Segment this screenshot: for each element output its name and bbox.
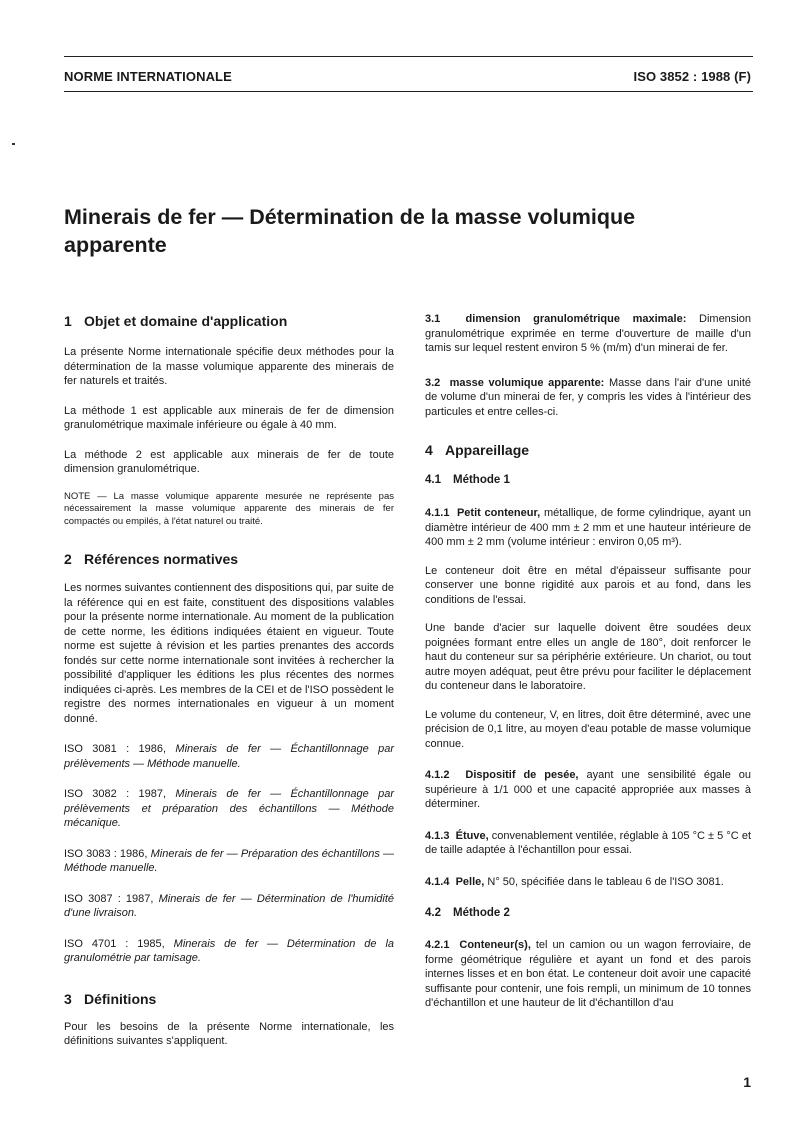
header-doc-ref: ISO 3852 : 1988 (F) [633,69,751,84]
document-title: Minerais de fer — Détermination de la masse volumique apparente [64,205,636,257]
right-column [425,312,751,1011]
section-1-number: 1 [64,313,72,329]
definition-3-2 [425,376,751,420]
definition-3-2-term: masse volumique apparente: [449,376,605,389]
section-4-number: 4 [425,442,433,458]
definition-3-1-number: 3.1 [425,313,441,325]
item-4-1-3-text: convenablement ventilée, réglable à 105 °C ± 5 °C et de taille adaptée à l'échantillon pour essai. [425,829,751,856]
item-4-1-1 [425,506,751,550]
item-4-2-1-term: Conteneur(s), [459,939,531,951]
item-4-1-4-term: Pelle, [455,875,485,888]
definition-3-1 [425,312,751,356]
reference-item [64,847,394,876]
section-1-title: Objet et domaine d'application [84,313,288,329]
definition-3-2-text: Masse dans l'air d'une unité de volume d'un minerai de fer, y compris les vides à l'intérieur des particules et entre celles-ci. [425,376,751,418]
section-4-title: Appareillage [445,442,530,458]
definition-3-1-term: dimension granulométrique maximale: [465,313,687,325]
reference-code: ISO 3083 : 1986, [64,847,148,860]
item-4-1-4-number: 4.1.4 [425,875,450,888]
section-1-heading [64,312,394,330]
reference-item [64,937,394,966]
reference-code: ISO 3081 : 1986, [64,743,167,755]
reference-code: ISO 3082 : 1987, [64,788,167,800]
section-4-heading [425,441,751,459]
item-4-2-1-number: 4.2.1 [425,939,450,951]
reference-title: Minerais de fer — Échantillonnage par prélèvements — Méthode manuelle. [64,743,394,770]
definition-3-2-number: 3.2 [425,376,441,389]
reference-code: ISO 4701 : 1985, [64,937,165,950]
subsection-4-2-heading [425,906,751,921]
reference-title: Minerais de fer — Détermination de l'humidité d'une livraison. [64,892,395,919]
item-4-1-1-number: 4.1.1 [425,507,450,519]
reference-item [64,787,394,831]
subsection-4-1-number: 4.1 [425,474,441,486]
item-4-1-4 [425,875,751,890]
item-4-1-1-term: Petit conteneur, [456,507,541,519]
item-4-2-1-text: tel un camion ou un wagon ferroviaire, de forme géométrique régulière et ayant un fond et des parois internes lisses et en bon état. Le conteneur doit avoir une capacité suffisante pour contenir, une fois rempli, un minimum de 10 tonnes d'échantillon et une hauteur de lit d'échantillon d'au [425,939,751,1009]
reference-title: Minerais de fer — Échantillonnage par prélèvements et préparation des échantillons — Méthode mécanique. [64,788,394,829]
reference-code: ISO 3087 : 1987, [64,892,154,905]
s1-paragraph-1: La présente Norme internationale spécifie deux méthodes pour la détermination de la masse volumique apparente des minerais de fer naturels et traités. [64,346,394,387]
header-rule-bottom [64,91,753,92]
item-4-1-1-paragraph-2: Le conteneur doit être en métal d'épaisseur suffisante pour conserver une bonne rigidité aux parois et au fond, dans les conditions de l'essai. [425,564,751,606]
item-4-1-2-text: ayant une sensibilité égale ou supérieure à 1/1 000 et une capacité appropriée aux masses à déterminer. [425,769,751,810]
left-column [64,312,394,1049]
item-4-1-1-paragraph-4: Le volume du conteneur, V, en litres, doit être déterminé, avec une précision de 0,1 litre, au moyen d'eau potable de masse volumique connue. [425,708,751,750]
section-3-number: 3 [64,990,72,1007]
page-number: 1 [743,1074,751,1090]
section-2-heading [64,550,394,568]
item-4-1-3-term: Étuve, [455,829,489,842]
item-4-2-1 [425,938,751,1011]
item-4-1-2-term: Dispositif de pesée, [465,769,579,781]
item-4-1-2-number: 4.1.2 [425,769,450,781]
margin-mark [12,143,15,145]
s1-paragraph-3: La méthode 2 est applicable aux minerais de fer de toute dimension granulométrique. [64,448,394,475]
section-2-number: 2 [64,551,72,567]
header-doc-type: NORME INTERNATIONALE [64,69,232,84]
reference-title: Minerais de fer — Détermination de la granulométrie par tamisage. [64,937,395,964]
header-rule-top [64,56,753,57]
section-3-title: Définitions [84,990,157,1007]
s3-paragraph-1: Pour les besoins de la présente Norme internationale, les définitions suivantes s'appliquent. [64,1020,394,1047]
reference-item [64,742,394,771]
section-3-heading [64,990,394,1008]
section-2-title: Références normatives [84,551,239,567]
s2-paragraph-1: Les normes suivantes contiennent des dispositions qui, par suite de la référence qui en est faite, constituent des dispositions valables pour la présente norme internationale. Au moment de la publication de cette norme, les éditions indiquées étaient en vigueur. Toute norme est sujette à révision et les parties prenantes des accords fondés sur cette norme internationale sont invitées à rechercher la possibilité d'appliquer les éditions les plus récentes des normes indiquées ci-après. Les membres de la CEI et de l'ISO possèdent le registre des normes internationales en vigueur à un moment donné. [64,582,394,725]
subsection-4-1-title: Méthode 1 [453,474,510,486]
s1-note: NOTE — La masse volumique apparente mesurée ne représente pas nécessairement la masse volumique apparente des minerais de fer compactés ou empilés, à l'état naturel ou traité. [64,490,394,527]
item-4-1-3 [425,829,751,858]
subsection-4-2-number: 4.2 [425,907,441,919]
item-4-1-2 [425,768,751,812]
s1-paragraph-2: La méthode 1 est applicable aux minerais de fer de dimension granulométrique maximale inférieure ou égale à 40 mm. [64,404,394,431]
reference-title: Minerais de fer — Préparation des échantillons — Méthode manuelle. [64,847,394,874]
definition-3-1-text: Dimension granulométrique exprimée en terme d'ouverture de maille d'un tamis sur lequel restent environ 5 % (m/m) d'un minerai de fer. [425,313,751,354]
subsection-4-2-title: Méthode 2 [453,907,510,919]
item-4-1-1-text: métallique, de forme cylindrique, ayant un diamètre intérieur de 400 mm ± 2 mm et une hauteur intérieure de 400 mm ± 2 mm (volume intérieur : environ 0,05 m³). [425,507,751,548]
reference-item [64,892,394,921]
item-4-1-1-paragraph-3: Une bande d'acier sur laquelle doivent être soudées deux poignées formant entre elles un angle de 180°, doit renforcer le haut du conteneur sur sa périphérie extérieure. Un chariot, ou tout autre moyen adéquat, peut être prévu pour faciliter le déplacement du conteneur dans le laboratoire. [425,622,751,692]
item-4-1-4-text: N° 50, spécifiée dans le tableau 6 de l'ISO 3081. [487,875,724,888]
item-4-1-3-number: 4.1.3 [425,829,450,842]
subsection-4-1-heading [425,473,751,488]
